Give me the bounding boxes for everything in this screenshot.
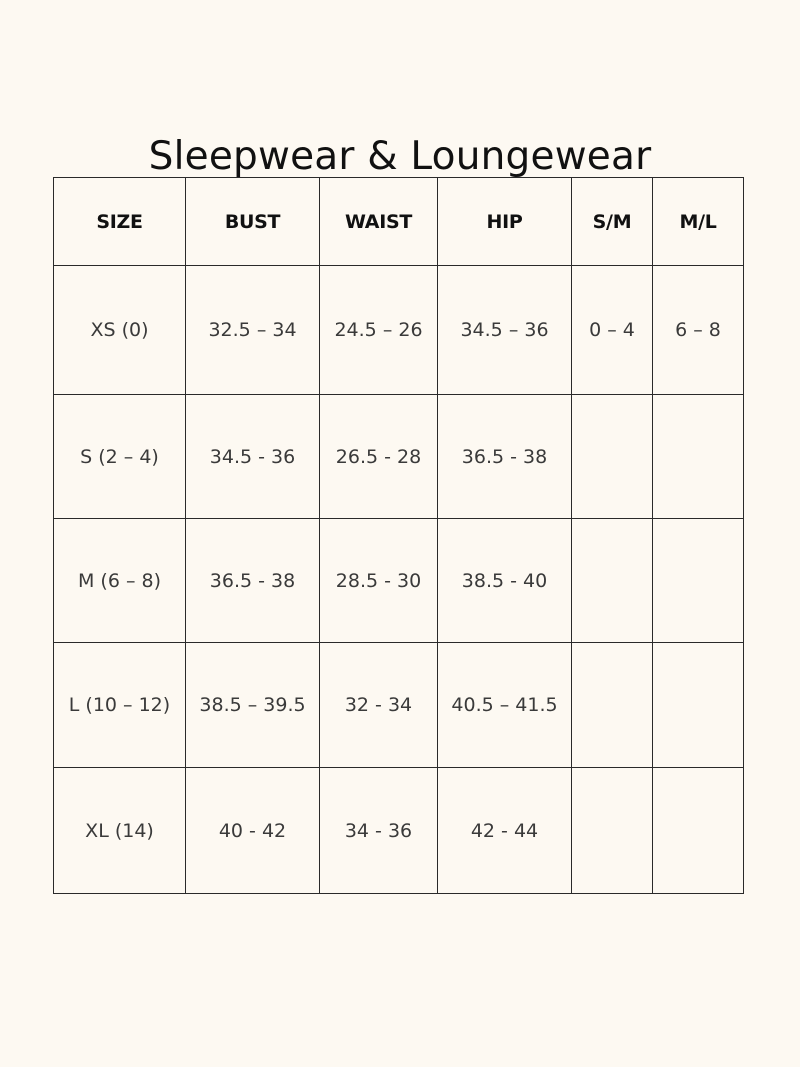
cell-bust: 32.5 – 34 bbox=[186, 266, 320, 395]
cell-bust: 40 - 42 bbox=[186, 768, 320, 894]
cell-size: XS (0) bbox=[54, 266, 186, 395]
page-title: Sleepwear & Loungewear bbox=[148, 134, 652, 180]
table-row bbox=[54, 395, 744, 519]
cell-m-l: 6 – 8 bbox=[653, 266, 744, 395]
cell-waist: 32 - 34 bbox=[320, 643, 438, 768]
cell-s-m bbox=[572, 768, 653, 894]
cell-size: M (6 – 8) bbox=[54, 519, 186, 643]
cell-hip: 42 - 44 bbox=[438, 768, 572, 894]
cell-waist: 26.5 - 28 bbox=[320, 395, 438, 519]
cell-s-m bbox=[572, 643, 653, 768]
cell-m-l bbox=[653, 643, 744, 768]
table-row bbox=[54, 266, 744, 395]
size-chart-table bbox=[53, 177, 744, 894]
header-bust: BUST bbox=[186, 178, 320, 266]
cell-hip: 34.5 – 36 bbox=[438, 266, 572, 395]
cell-bust: 38.5 – 39.5 bbox=[186, 643, 320, 768]
cell-waist: 34 - 36 bbox=[320, 768, 438, 894]
cell-size: S (2 – 4) bbox=[54, 395, 186, 519]
cell-size: L (10 – 12) bbox=[54, 643, 186, 768]
cell-s-m: 0 – 4 bbox=[572, 266, 653, 395]
cell-m-l bbox=[653, 395, 744, 519]
cell-hip: 36.5 - 38 bbox=[438, 395, 572, 519]
header-s-m: S/M bbox=[572, 178, 653, 266]
cell-m-l bbox=[653, 519, 744, 643]
cell-hip: 40.5 – 41.5 bbox=[438, 643, 572, 768]
header-waist: WAIST bbox=[320, 178, 438, 266]
table-row bbox=[54, 768, 744, 894]
cell-hip: 38.5 - 40 bbox=[438, 519, 572, 643]
table-header-row bbox=[54, 178, 744, 266]
cell-waist: 28.5 - 30 bbox=[320, 519, 438, 643]
cell-waist: 24.5 – 26 bbox=[320, 266, 438, 395]
header-m-l: M/L bbox=[653, 178, 744, 266]
cell-bust: 36.5 - 38 bbox=[186, 519, 320, 643]
cell-size: XL (14) bbox=[54, 768, 186, 894]
cell-s-m bbox=[572, 519, 653, 643]
cell-s-m bbox=[572, 395, 653, 519]
table-row bbox=[54, 519, 744, 643]
table-row bbox=[54, 643, 744, 768]
cell-bust: 34.5 - 36 bbox=[186, 395, 320, 519]
cell-m-l bbox=[653, 768, 744, 894]
header-size: SIZE bbox=[54, 178, 186, 266]
header-hip: HIP bbox=[438, 178, 572, 266]
